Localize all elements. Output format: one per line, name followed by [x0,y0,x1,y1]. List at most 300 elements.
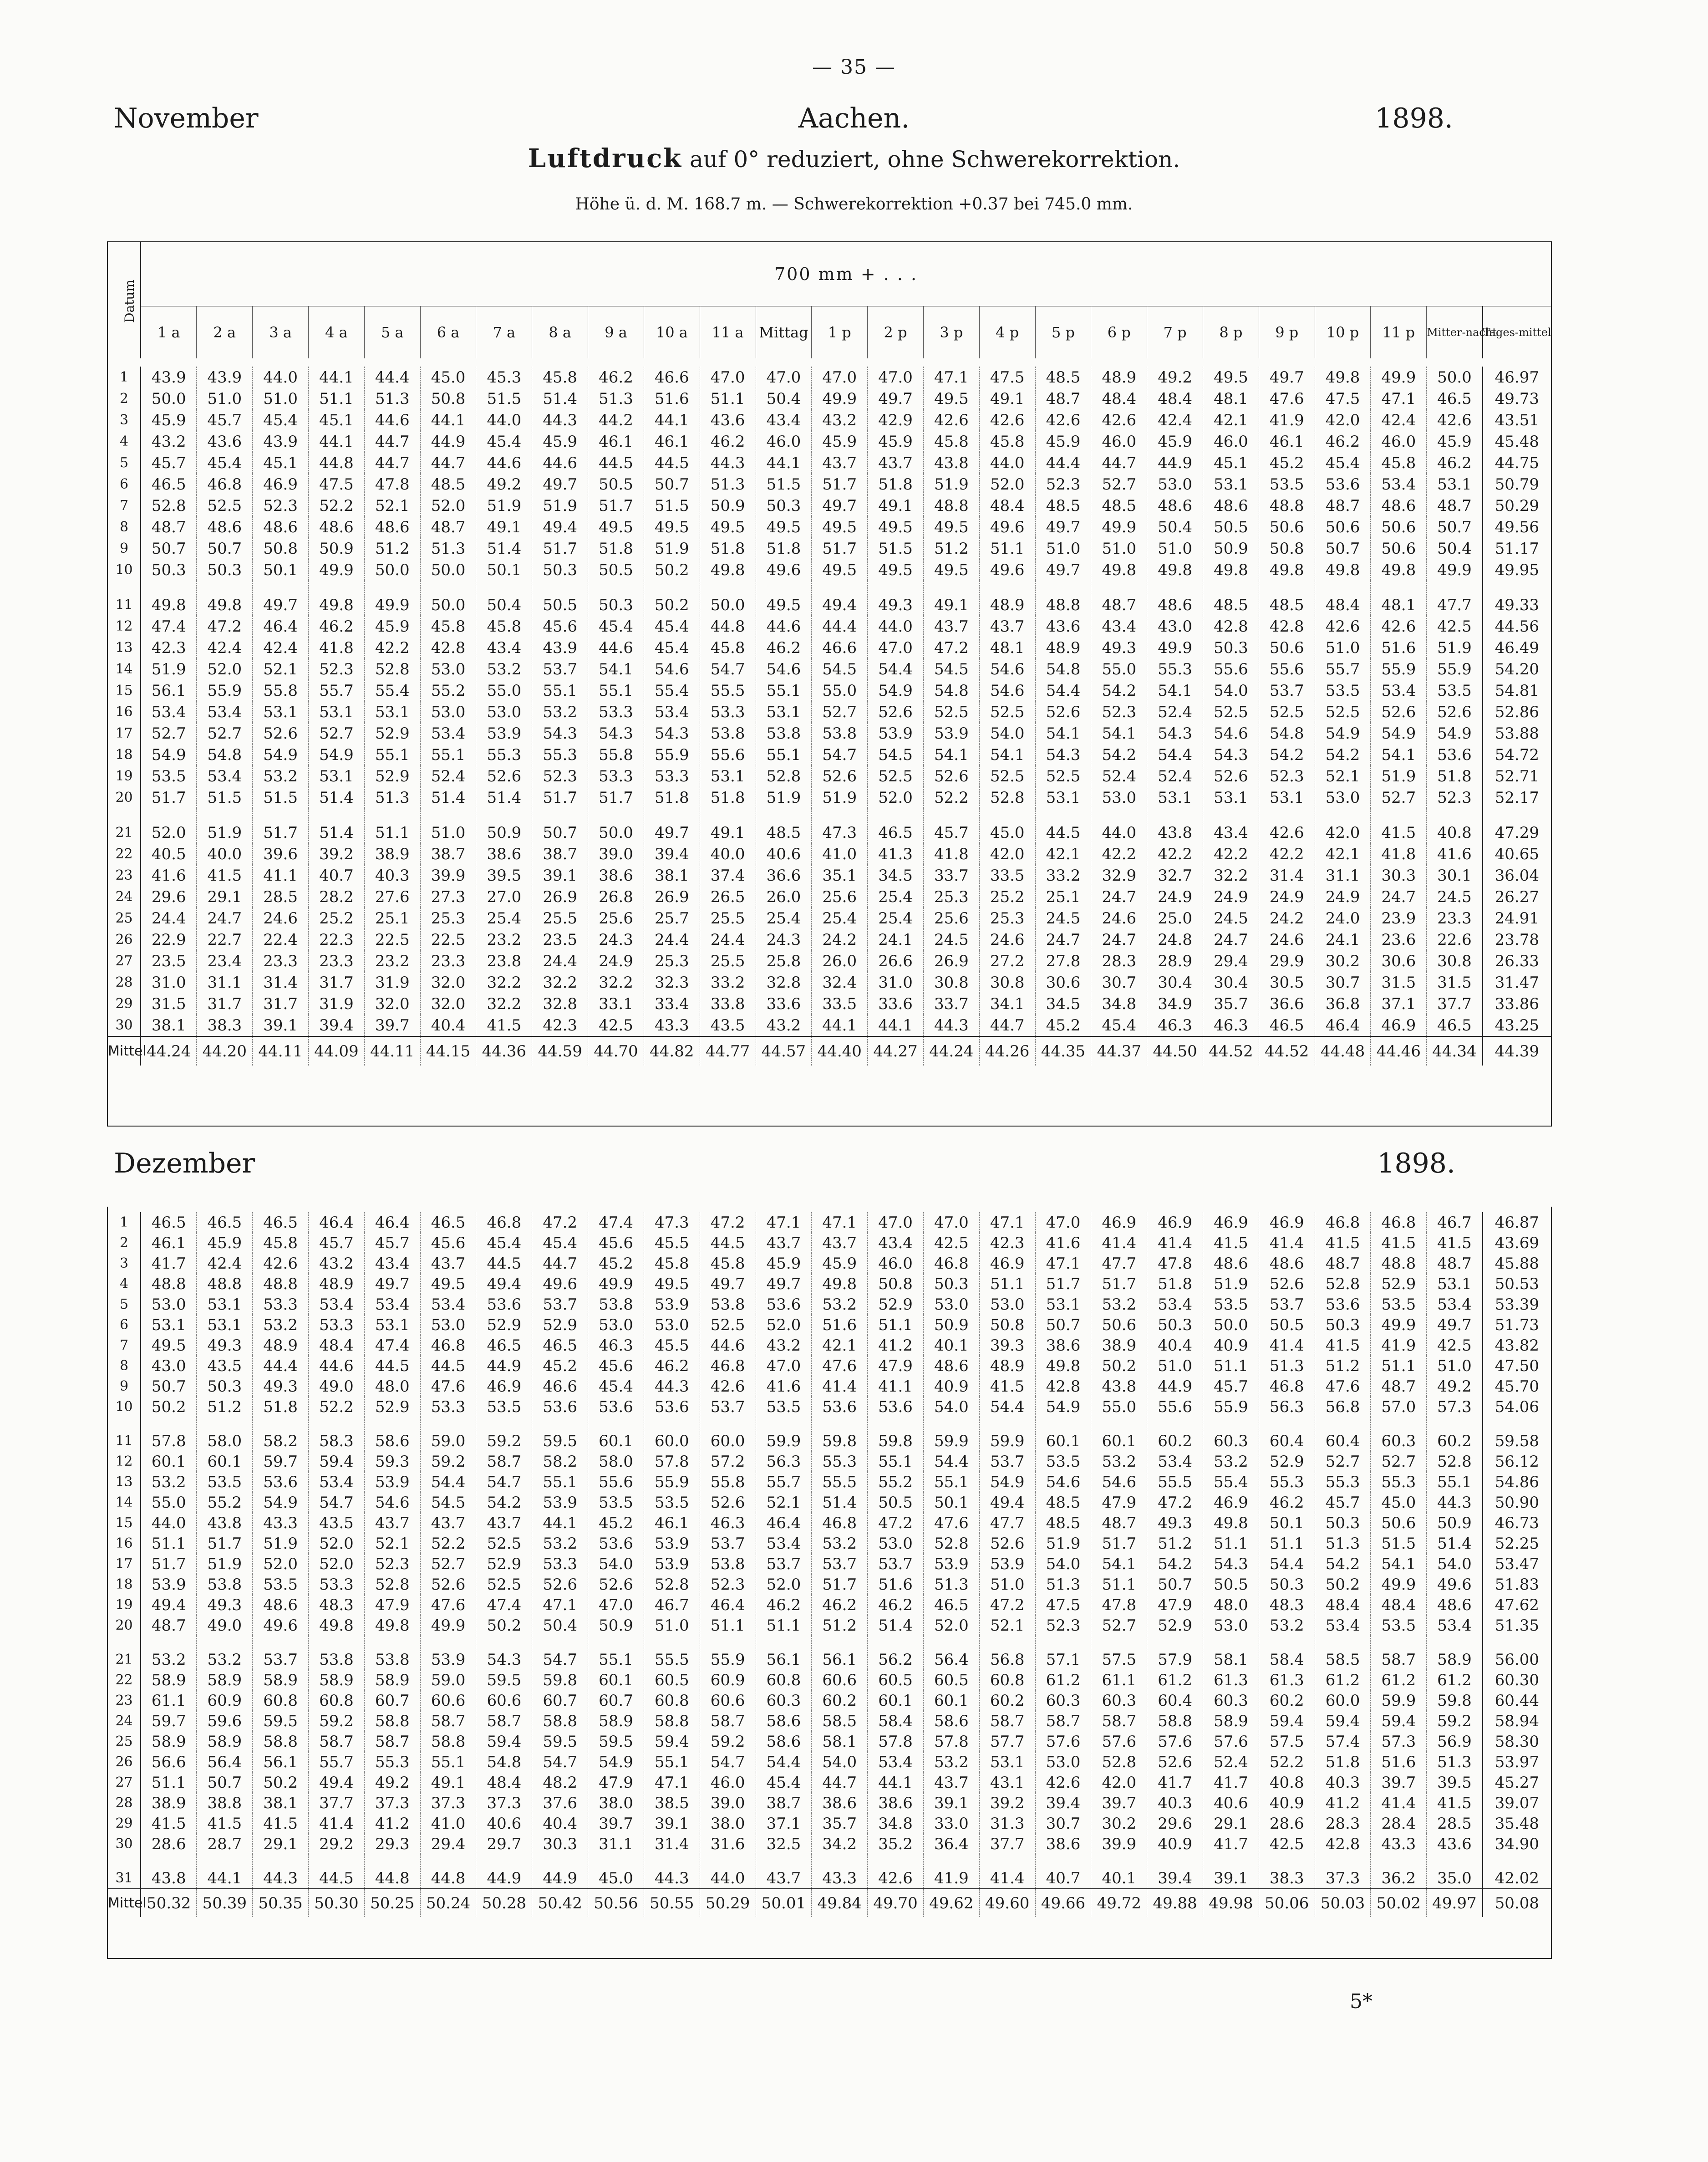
value-cell: 52.0 [979,474,1035,495]
value-cell: 54.0 [588,1554,644,1574]
value-cell: 53.3 [420,1397,476,1417]
value-cell: 24.6 [1091,908,1147,929]
value-cell: 41.4 [812,1376,868,1397]
value-cell: 54.1 [923,744,979,765]
value-cell: 25.7 [644,908,700,929]
station-title: Aachen. [798,102,910,134]
value-cell: 48.1 [1371,581,1427,616]
value-cell: 56.9 [1427,1731,1483,1752]
value-cell: 30.1 [1427,865,1483,886]
table-row [108,495,1551,516]
value-cell: 50.0 [588,808,644,843]
value-cell: 59.0 [420,1417,476,1451]
value-cell: 52.2 [923,787,979,808]
value-cell: 45.6 [588,1233,644,1253]
value-cell: 47.7 [1091,1253,1147,1274]
value-cell: 55.9 [644,1472,700,1492]
subtitle: Höhe ü. d. M. 168.7 m. — Schwerekorrektion +0.37 bei 745.0 mm. [575,195,1133,214]
value-cell: 38.0 [588,1793,644,1813]
value-cell: 40.4 [532,1813,588,1834]
value-cell: 49.6 [979,516,1035,538]
table-row [108,972,1551,993]
value-cell: 49.8 [197,581,253,616]
value-cell: 44.40 [812,1036,868,1066]
value-cell: 44.7 [812,1772,868,1793]
value-cell: 54.4 [923,1451,979,1472]
value-cell: 45.0 [979,808,1035,843]
value-cell: 47.5 [309,474,365,495]
value-cell: 52.9 [1259,1451,1315,1472]
value-cell: 53.9 [644,1533,700,1554]
daily-mean-cell: 43.51 [1483,409,1551,431]
value-cell: 38.0 [700,1813,756,1834]
value-cell: 32.7 [1147,865,1203,886]
value-cell: 57.2 [700,1451,756,1472]
day-cell: 18 [108,1574,141,1595]
table-row [108,1793,1551,1813]
value-cell: 23.4 [197,950,253,972]
daily-mean-cell: 31.47 [1483,972,1551,993]
value-cell: 53.6 [756,1294,812,1315]
hour-header: 3 a [253,306,309,359]
day-cell: 10 [108,559,141,581]
value-cell: 44.0 [979,452,1035,474]
value-cell: 46.5 [1259,1015,1315,1036]
day-cell: 23 [108,865,141,886]
value-cell: 49.2 [476,474,532,495]
value-cell: 46.2 [812,1595,868,1615]
value-cell: 58.7 [364,1731,420,1752]
value-cell: 49.9 [1371,1574,1427,1595]
value-cell: 45.8 [700,637,756,658]
value-cell: 49.7 [1427,1315,1483,1335]
value-cell: 49.9 [1371,367,1427,388]
value-cell: 55.1 [1427,1472,1483,1492]
value-cell: 33.7 [923,993,979,1015]
value-cell: 42.0 [979,843,1035,865]
value-cell: 48.8 [1259,495,1315,516]
value-cell: 44.3 [1427,1492,1483,1513]
value-cell: 30.4 [1147,972,1203,993]
value-cell: 42.2 [1147,843,1203,865]
value-cell: 52.2 [420,1533,476,1554]
value-cell: 40.9 [923,1376,979,1397]
value-cell: 46.0 [868,1253,924,1274]
value-cell: 53.5 [141,765,197,787]
value-cell: 48.9 [1091,367,1147,388]
value-cell: 60.7 [588,1690,644,1711]
value-cell: 55.8 [253,680,309,701]
value-cell: 49.7 [700,1274,756,1294]
value-cell: 52.7 [1371,1451,1427,1472]
value-cell: 38.1 [141,1015,197,1036]
mean-label: Mittel [108,1036,141,1066]
value-cell: 53.1 [364,701,420,723]
value-cell: 44.6 [476,452,532,474]
value-cell: 42.1 [1203,409,1259,431]
value-cell: 49.6 [1427,1574,1483,1595]
value-cell: 52.9 [476,1554,532,1574]
value-cell: 46.2 [644,1356,700,1376]
value-cell: 53.1 [700,765,756,787]
value-cell: 51.6 [812,1315,868,1335]
value-cell: 24.6 [1259,929,1315,950]
value-cell: 60.6 [700,1690,756,1711]
hour-header: 6 a [420,306,476,359]
value-cell: 51.4 [532,388,588,409]
value-cell: 52.3 [1091,701,1147,723]
value-cell: 51.5 [868,538,924,559]
value-cell: 52.1 [756,1492,812,1513]
value-cell: 52.7 [197,723,253,744]
value-cell: 44.5 [588,452,644,474]
value-cell: 50.7 [644,474,700,495]
day-cell: 23 [108,1690,141,1711]
value-cell: 41.5 [1203,1233,1259,1253]
value-cell: 45.7 [309,1233,365,1253]
value-cell: 28.3 [1315,1813,1371,1834]
value-cell: 55.7 [309,1752,365,1772]
value-cell: 46.4 [309,1212,365,1233]
value-cell: 31.1 [588,1834,644,1854]
value-cell: 58.4 [1259,1636,1315,1670]
value-cell: 44.0 [253,367,309,388]
value-cell: 50.2 [476,1615,532,1636]
daily-mean-cell: 43.25 [1483,1015,1551,1036]
value-cell: 42.6 [1259,808,1315,843]
value-cell: 58.6 [756,1711,812,1731]
value-cell: 47.0 [756,367,812,388]
value-cell: 46.4 [700,1595,756,1615]
value-cell: 53.0 [420,1315,476,1335]
value-cell: 44.5 [700,1233,756,1253]
value-cell: 31.5 [141,993,197,1015]
value-cell: 47.4 [476,1595,532,1615]
table-row [108,1376,1551,1397]
value-cell: 37.4 [700,865,756,886]
value-cell: 23.2 [364,950,420,972]
value-cell: 25.4 [812,908,868,929]
value-cell: 39.9 [1091,1834,1147,1854]
value-cell: 61.2 [1427,1670,1483,1690]
value-cell: 54.1 [1371,744,1427,765]
value-cell: 44.3 [644,1854,700,1889]
value-cell: 28.5 [1427,1813,1483,1834]
value-cell: 45.3 [476,367,532,388]
value-cell: 41.4 [1147,1233,1203,1253]
value-cell: 55.1 [532,680,588,701]
value-cell: 45.7 [197,409,253,431]
value-cell: 55.4 [1203,1472,1259,1492]
value-cell: 54.7 [812,744,868,765]
value-cell: 29.7 [476,1834,532,1854]
value-cell: 50.29 [700,1889,756,1917]
value-cell: 60.3 [1091,1690,1147,1711]
day-cell: 12 [108,616,141,637]
value-cell: 52.0 [868,787,924,808]
value-cell: 44.3 [644,1376,700,1397]
value-cell: 43.5 [700,1015,756,1036]
value-cell: 54.7 [309,1492,365,1513]
value-cell: 51.4 [868,1615,924,1636]
value-cell: 50.4 [1427,538,1483,559]
value-cell: 24.1 [868,929,924,950]
value-cell: 51.6 [644,388,700,409]
value-cell: 55.8 [700,1472,756,1492]
value-cell: 44.11 [253,1036,309,1066]
value-cell: 56.1 [141,680,197,701]
value-cell: 50.5 [588,559,644,581]
value-cell: 42.2 [1259,843,1315,865]
value-cell: 52.9 [868,1294,924,1315]
value-cell: 58.0 [588,1451,644,1472]
value-cell: 51.3 [923,1574,979,1595]
value-cell: 44.0 [700,1854,756,1889]
value-cell: 25.2 [309,908,365,929]
value-cell: 51.9 [197,808,253,843]
day-cell: 19 [108,1595,141,1615]
value-cell: 59.4 [1371,1711,1427,1731]
table-row [108,637,1551,658]
value-cell: 49.9 [364,581,420,616]
value-cell: 58.9 [141,1670,197,1690]
value-cell: 24.7 [1371,886,1427,908]
value-cell: 51.0 [1427,1356,1483,1376]
value-cell: 60.0 [1315,1690,1371,1711]
value-cell: 53.1 [141,1315,197,1335]
table-row [108,1752,1551,1772]
daily-mean-cell: 59.58 [1483,1417,1551,1451]
value-cell: 52.8 [644,1574,700,1595]
value-cell: 39.1 [253,1015,309,1036]
value-cell: 42.4 [253,637,309,658]
value-cell: 41.6 [1035,1233,1091,1253]
value-cell: 51.7 [141,1554,197,1574]
value-cell: 46.2 [1427,452,1483,474]
value-cell: 49.72 [1091,1889,1147,1917]
value-cell: 51.5 [644,495,700,516]
value-cell: 51.7 [197,1533,253,1554]
value-cell: 58.1 [812,1731,868,1752]
value-cell: 59.9 [756,1417,812,1451]
value-cell: 60.1 [868,1690,924,1711]
value-cell: 60.5 [923,1670,979,1690]
value-cell: 51.2 [923,538,979,559]
value-cell: 44.4 [253,1356,309,1376]
value-cell: 32.8 [532,993,588,1015]
value-cell: 33.6 [868,993,924,1015]
value-cell: 55.3 [476,744,532,765]
value-cell: 39.4 [644,843,700,865]
daily-mean-cell: 43.82 [1483,1335,1551,1356]
day-cell: 7 [108,495,141,516]
value-cell: 60.2 [979,1690,1035,1711]
value-cell: 40.4 [1147,1335,1203,1356]
value-cell: 58.6 [364,1417,420,1451]
value-cell: 55.1 [868,1451,924,1472]
value-cell: 50.4 [476,581,532,616]
value-cell: 53.5 [644,1492,700,1513]
value-cell: 28.2 [309,886,365,908]
value-cell: 44.7 [364,431,420,452]
value-cell: 54.3 [1147,723,1203,744]
value-cell: 42.5 [1427,616,1483,637]
value-cell: 40.0 [700,843,756,865]
value-cell: 52.3 [700,1574,756,1595]
value-cell: 40.6 [756,843,812,865]
value-cell: 25.4 [476,908,532,929]
value-cell: 48.4 [979,495,1035,516]
value-cell: 51.7 [141,787,197,808]
value-cell: 54.9 [1427,723,1483,744]
value-cell: 54.5 [868,744,924,765]
value-cell: 53.0 [923,1294,979,1315]
value-cell: 51.4 [1427,1533,1483,1554]
value-cell: 49.6 [756,559,812,581]
value-cell: 40.8 [1427,808,1483,843]
value-cell: 48.6 [197,516,253,538]
value-cell: 44.27 [868,1036,924,1066]
value-cell: 45.4 [644,637,700,658]
value-cell: 54.0 [1203,680,1259,701]
value-cell: 50.7 [197,538,253,559]
hour-header: 11 a [700,306,756,359]
value-cell: 43.6 [1035,616,1091,637]
hour-header: 9 p [1259,306,1315,359]
value-cell: 45.9 [1427,431,1483,452]
value-cell: 53.5 [197,1472,253,1492]
value-cell: 24.8 [1147,929,1203,950]
value-cell: 23.3 [253,950,309,972]
hour-header: 7 a [476,306,532,359]
value-cell: 60.2 [1259,1690,1315,1711]
value-cell: 45.7 [1203,1376,1259,1397]
value-cell: 38.8 [197,1793,253,1813]
value-cell: 39.0 [588,843,644,865]
value-cell: 59.7 [253,1451,309,1472]
value-cell: 60.8 [309,1690,365,1711]
day-cell: 13 [108,1472,141,1492]
value-cell: 24.2 [1259,908,1315,929]
table-row [108,886,1551,908]
value-cell: 41.0 [420,1813,476,1834]
value-cell: 49.8 [141,581,197,616]
value-cell: 54.9 [253,1492,309,1513]
value-cell: 47.7 [979,1513,1035,1533]
value-cell: 51.9 [141,658,197,680]
value-cell: 49.1 [476,516,532,538]
value-cell: 49.8 [1147,559,1203,581]
value-cell: 53.4 [1371,680,1427,701]
value-cell: 23.6 [1371,929,1427,950]
table-row [108,1253,1551,1274]
value-cell: 57.7 [979,1731,1035,1752]
value-cell: 47.0 [1035,1212,1091,1233]
value-cell: 44.9 [1147,452,1203,474]
value-cell: 54.4 [1035,680,1091,701]
value-cell: 54.9 [588,1752,644,1772]
value-cell: 48.8 [141,1274,197,1294]
value-cell: 41.9 [923,1854,979,1889]
table-row [108,1315,1551,1335]
daily-mean-cell: 53.47 [1483,1554,1551,1574]
value-cell: 44.1 [868,1015,924,1036]
value-cell: 53.2 [1203,1451,1259,1472]
value-cell: 45.6 [420,1233,476,1253]
value-cell: 53.2 [1259,1615,1315,1636]
value-cell: 46.5 [141,474,197,495]
value-cell: 43.9 [532,637,588,658]
value-cell: 51.7 [253,808,309,843]
daily-mean-cell: 49.56 [1483,516,1551,538]
value-cell: 48.9 [309,1274,365,1294]
table-row [108,843,1551,865]
value-cell: 49.4 [812,581,868,616]
value-cell: 49.88 [1147,1889,1203,1917]
month-title-november: November [114,102,259,134]
value-cell: 52.0 [309,1554,365,1574]
value-cell: 50.2 [1091,1356,1147,1376]
value-cell: 50.25 [364,1889,420,1917]
value-cell: 51.0 [644,1615,700,1636]
value-cell: 54.2 [1091,680,1147,701]
value-cell: 23.3 [420,950,476,972]
value-cell: 50.06 [1259,1889,1315,1917]
value-cell: 53.2 [253,1315,309,1335]
value-cell: 24.2 [812,929,868,950]
value-cell: 53.4 [197,701,253,723]
value-cell: 60.8 [756,1670,812,1690]
value-cell: 25.4 [756,908,812,929]
value-cell: 53.8 [700,1554,756,1574]
value-cell: 50.6 [1371,516,1427,538]
value-cell: 48.6 [923,1356,979,1376]
value-cell: 32.4 [812,972,868,993]
daily-mean-cell: 51.17 [1483,538,1551,559]
value-cell: 58.5 [812,1711,868,1731]
value-cell: 41.4 [979,1854,1035,1889]
value-cell: 46.0 [1091,431,1147,452]
value-cell: 60.8 [979,1670,1035,1690]
value-cell: 53.8 [700,723,756,744]
value-cell: 57.5 [1091,1636,1147,1670]
value-cell: 31.5 [1371,972,1427,993]
value-cell: 23.5 [141,950,197,972]
value-cell: 40.4 [420,1015,476,1036]
value-cell: 52.6 [532,1574,588,1595]
value-cell: 41.5 [979,1376,1035,1397]
value-cell: 50.8 [420,388,476,409]
value-cell: 51.0 [979,1574,1035,1595]
value-cell: 52.5 [1259,701,1315,723]
value-cell: 55.6 [700,744,756,765]
value-cell: 37.3 [364,1793,420,1813]
value-cell: 45.8 [1371,452,1427,474]
value-cell: 44.1 [420,409,476,431]
value-cell: 49.5 [923,559,979,581]
value-cell: 50.6 [1315,516,1371,538]
value-cell: 49.1 [700,808,756,843]
value-cell: 51.0 [420,808,476,843]
value-cell: 46.1 [644,431,700,452]
value-cell: 53.4 [1427,1294,1483,1315]
day-cell: 7 [108,1335,141,1356]
value-cell: 24.6 [253,908,309,929]
hour-header: 5 p [1035,306,1091,359]
value-cell: 44.4 [364,367,420,388]
value-cell: 44.3 [532,409,588,431]
value-cell: 53.5 [1203,1294,1259,1315]
